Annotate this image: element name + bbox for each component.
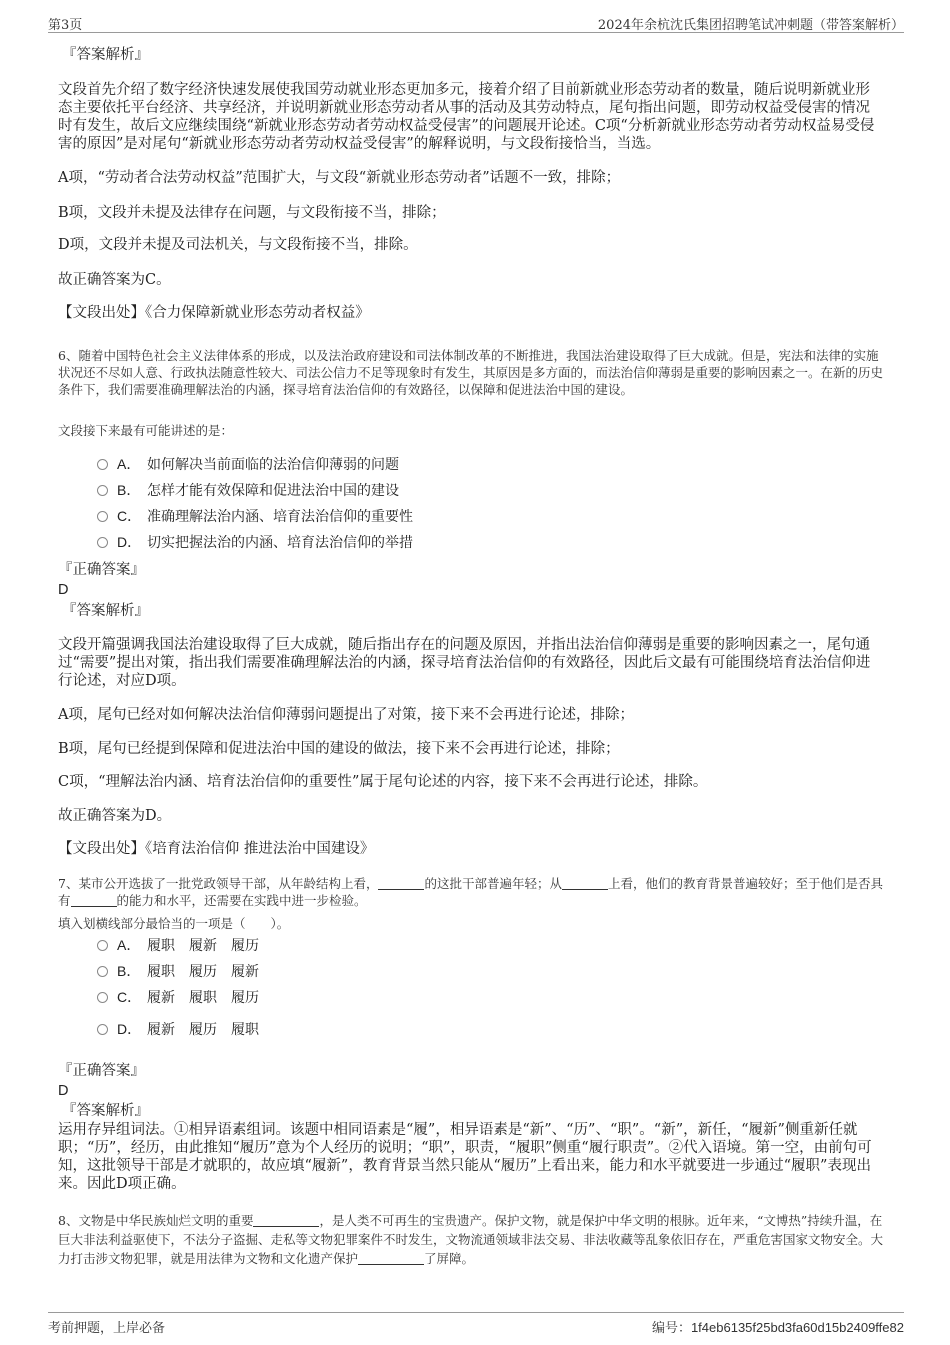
question-6-prompt: 文段接下来最有可能讲述的是：	[58, 423, 234, 438]
correct-answer-label: 『正确答案』	[58, 1063, 145, 1079]
analysis-option-c: C项，“理解法治内涵、培育法治信仰的重要性”属于尾句论述的内容，接下来不会再进行论述，排除。	[58, 774, 708, 790]
answer-conclusion: 故正确答案为C。	[58, 272, 171, 288]
fill-blank	[253, 1214, 319, 1227]
fill-blank	[378, 877, 424, 890]
answer-conclusion: 故正确答案为D。	[58, 808, 172, 824]
correct-answer-value: D	[58, 582, 69, 598]
correct-answer-value: D	[58, 1083, 69, 1099]
analysis-label: 『答案解析』	[62, 603, 149, 619]
page-header	[48, 10, 904, 33]
footer-slogan: 考前押题，上岸必备	[48, 1321, 166, 1336]
q7-option-a[interactable]: A． 履职 履新 履历	[97, 935, 259, 955]
analysis-label: 『答案解析』	[62, 1103, 149, 1119]
fill-blank	[358, 1252, 424, 1265]
analysis-option-a: A项，尾句已经对如何解决法治信仰薄弱问题提出了对策，接下来不会再进行论述，排除；	[58, 707, 634, 723]
question-8-stem: 8、文物是中华民族灿烂文明的重要 ，是人类不可再生的宝贵遗产。保护文物，就是保护中华文明的根脉。近年来，“文博热”持续升温，在巨大非法利益驱使下，不法分子盗掘、走私等文物犯罪案件不时发生，文物流通领域非法交易、非法收藏等乱象依旧存在，严重危害国家文物安全。大力打击涉文物犯罪，就是用法律为文物和文化遗产保护 了屏障。	[58, 1213, 884, 1266]
document-code: 编号：1f4eb6135f25bd3fa60d15b2409ffe82	[651, 1320, 904, 1336]
analysis-option-a: A项，“劳动者合法劳动权益”范围扩大，与文段“新就业形态劳动者”话题不一致，排除；	[58, 170, 621, 186]
radio-icon[interactable]	[97, 537, 108, 548]
document-title: 2024年余杭沈氏集团招聘笔试冲刺题（带答案解析）	[597, 18, 904, 33]
radio-icon[interactable]	[97, 1024, 108, 1035]
radio-icon[interactable]	[97, 940, 108, 951]
q6-option-a[interactable]: A． 如何解决当前面临的法治信仰薄弱的问题	[97, 454, 399, 474]
fill-blank	[562, 877, 608, 890]
analysis-option-b: B项，尾句已经提到保障和促进法治中国的建设的做法，接下来不会再进行论述，排除；	[58, 741, 620, 757]
radio-icon[interactable]	[97, 966, 108, 977]
source-line: 【文段出处】《培育法治信仰 推进法治中国建设》	[58, 841, 375, 857]
analysis-paragraph: 运用存异组词法。①相异语素组词。该题中相同语素是“履”，相异语素是“新”、“历”、“职”。“新”，新任，“履新”侧重新任就职；“历”，经历，由此推知“履历”意为个人经历的说明；“职”，职责，“履职”侧重“履行职责”。②代入语境。第一空，由前句可知，这批领导干部是才就职的，故应填“履新”，教育背景当然只能从“履历”上看出来，能力和水平就要进一步通过“履职”表现出来。因此D项正确。	[58, 1122, 872, 1192]
analysis-label: 『答案解析』	[62, 47, 149, 63]
q6-option-b[interactable]: B． 怎样才能有效保障和促进法治中国的建设	[97, 480, 399, 500]
source-line: 【文段出处】《合力保障新就业形态劳动者权益》	[58, 305, 370, 321]
question-6-stem: 6、随着中国特色社会主义法律体系的形成，以及法治政府建设和司法体制改革的不断推进，我国法治建设取得了巨大成就。但是，宪法和法律的实施状况还不尽如人意、行政执法随意性较大、司法公信力不足等现象时有发生，其原因是多方面的，而法治信仰薄弱是重要的影响因素之一。在新的历史条件下，我们需要准确理解法治的内涵，探寻培育法治信仰的有效路径，以保障和促进法治中国的建设。	[58, 348, 884, 397]
correct-answer-label: 『正确答案』	[58, 562, 145, 578]
analysis-paragraph: 文段首先介绍了数字经济快速发展使我国劳动就业形态更加多元，接着介绍了目前新就业形态劳动者的数量，随后说明新就业形态主要依托平台经济、共享经济，并说明新就业形态劳动者从事的活动及其劳动特点，尾句指出问题，即劳动权益受侵害的情况时有发生，故后文应继续围绕“新就业形态劳动者劳动权益受侵害”的问题展开论述。C项“分析新就业形态劳动者劳动权益易受侵害的原因”是对尾句“新就业形态劳动者劳动权益受侵害”的解释说明，与文段衔接恰当，当选。	[58, 82, 875, 152]
analysis-paragraph: 文段开篇强调我国法治建设取得了巨大成就，随后指出存在的问题及原因，并指出法治信仰薄弱是重要的影响因素之一，尾句通过“需要”提出对策，指出我们需要准确理解法治的内涵，探寻培育法治信仰的有效路径，因此后文最有可能围绕培育法治信仰进行论述，对应D项。	[58, 637, 871, 689]
q7-option-d[interactable]: D． 履新 履历 履职	[97, 1019, 259, 1039]
q7-option-c[interactable]: C． 履新 履职 履历	[97, 987, 259, 1007]
fill-blank	[71, 894, 117, 907]
q7-option-b[interactable]: B． 履职 履历 履新	[97, 961, 259, 981]
analysis-option-b: B项，文段并未提及法律存在问题，与文段衔接不当，排除；	[58, 205, 446, 221]
analysis-option-d: D项，文段并未提及司法机关，与文段衔接不当，排除。	[58, 237, 418, 253]
question-7-stem: 7、某市公开选拔了一批党政领导干部，从年龄结构上看， 的这批干部普遍年轻；从 上看，他们的教育背景普遍较好；至于他们是否具有 的能力和水平，还需要在实践中进一步检验。	[58, 876, 883, 908]
q6-option-d[interactable]: D． 切实把握法治的内涵、培育法治信仰的举措	[97, 532, 413, 552]
page-footer	[48, 1312, 904, 1335]
q6-option-c[interactable]: C． 准确理解法治内涵、培育法治信仰的重要性	[97, 506, 413, 526]
radio-icon[interactable]	[97, 459, 108, 470]
page-number: 第3页	[48, 18, 83, 33]
radio-icon[interactable]	[97, 511, 108, 522]
radio-icon[interactable]	[97, 485, 108, 496]
question-7-prompt: 填入划横线部分最恰当的一项是（ ）。	[58, 916, 290, 931]
radio-icon[interactable]	[97, 992, 108, 1003]
